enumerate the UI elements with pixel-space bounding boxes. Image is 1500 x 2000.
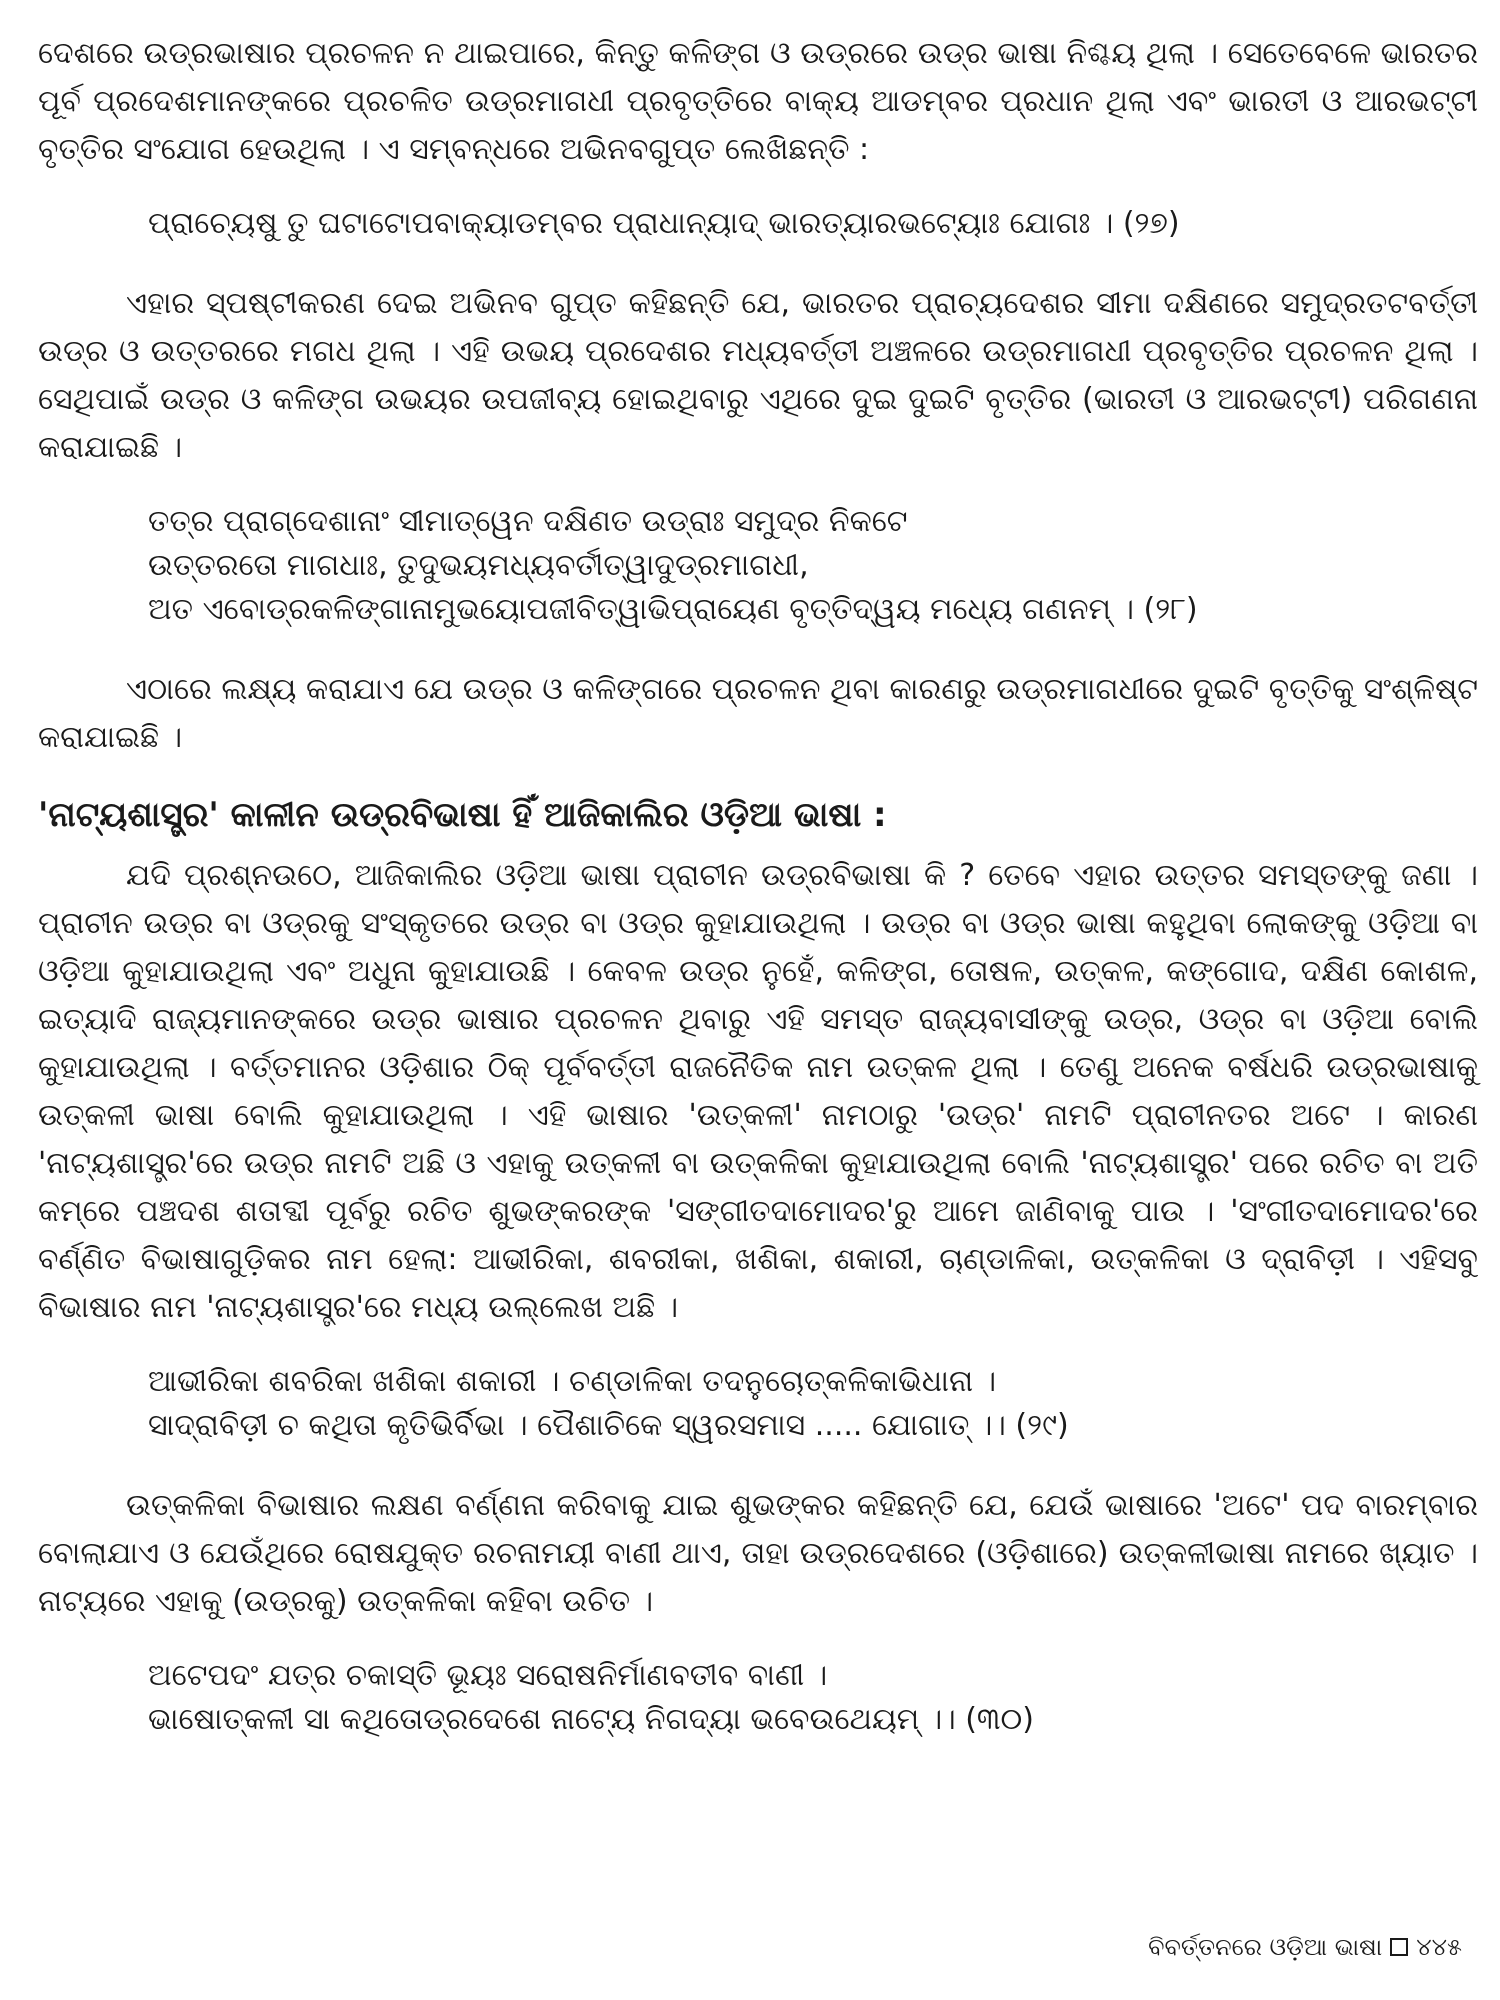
square-box-icon (1390, 1938, 1408, 1956)
quote-27 (38, 202, 1478, 246)
paragraph-1: ଦେଶରେ ଉଡ୍ରଭାଷାର ପ୍ରଚଳନ ନ ଥାଇପାରେ, କିନ୍ତୁ କଳିଙ୍ଗ ଓ ଉଡ୍ରରେ ଉଡ୍ର ଭାଷା ନିଶ୍ଚୟ ଥିଲା । ସେତେବେଳେ ଭାରତର ପୂର୍ବ ପ୍ରଦେଶମାନଙ୍କରେ ପ୍ରଚଳିତ ଉଡ୍ରମାଗଧୀ ପ୍ରବୃତ୍ତିରେ ବାକ୍ୟ ଆଡମ୍ବର ପ୍ରଧାନ ଥିଲା ଏବଂ ଭାରତୀ ଓ ଆରଭଟ୍ଟୀ ବୃତ୍ତିର ସଂଯୋଗ ହେଉଥିଲା । ଏ ସମ୍ବନ୍ଧରେ ଅଭିନବଗୁପ୍ତ ଲେଖିଛନ୍ତି : (38, 36, 1478, 167)
quote-30-line-2: ଭାଷୋତ୍କଳୀ ସା କଥିତୋଡ୍ରଦେଶେ ନାଟ୍ୟେ ନିଗଦ୍ୟା ଭବେଉଥେୟମ୍ ।। (୩୦) (148, 1702, 1034, 1737)
quote-30 (38, 1654, 1478, 1742)
quote-28-line-3: ଅତ ଏବୋଡ୍ରକଳିଙ୍ଗାନାମୁଭୟୋପଜୀବିତ୍ୱାଭିପ୍ରାୟେଣ ବୃତ୍ତିଦ୍ୱୟ ମଧ୍ୟେ ଗଣନମ୍ । (୨୮) (148, 592, 1198, 627)
quote-29-line-2: ସାଦ୍ରାବିଡ଼ୀ ଚ କଥିତା କୃତିଭିର୍ବିଭା । ପୈଶାଚିକେ ସ୍ୱରସମାସ ..... ଯୋଗାତ୍ ।। (୨୯) (148, 1408, 1069, 1443)
quote-28 (38, 500, 1478, 632)
quote-28-line-2: ଉତ୍ତରତୋ ମାଗଧାଃ, ତୁଦୁଭୟମଧ୍ୟବର୍ତୀତ୍ୱାଦୁଡ୍ରମାଗଧୀ, (148, 548, 809, 583)
quote-30-line-1: ଅଟେପଦଂ ଯତ୍ର ଚକାସ୍ତି ଭୂୟଃ ସରୋଷନିର୍ମାଣବତୀବ ବାଣୀ । (148, 1658, 828, 1693)
paragraph-2: ଏହାର ସ୍ପଷ୍ଟୀକରଣ ଦେଇ ଅଭିନବ ଗୁପ୍ତ କହିଛନ୍ତି ଯେ, ଭାରତର ପ୍ରାଚ୍ୟଦେଶର ସୀମା ଦକ୍ଷିଣରେ ସମୁଦ୍ରତଟବର୍ତ୍ତୀ ଉଡ୍ର ଓ ଉତ୍ତରରେ ମଗଧ ଥିଲା । ଏହି ଉଭୟ ପ୍ରଦେଶର ମଧ୍ୟବର୍ତ୍ତୀ ଅଞ୍ଚଳରେ ଉଡ୍ରମାଗଧୀ ପ୍ରବୃତ୍ତିର ପ୍ରଚଳନ ଥିଲା । ସେଥିପାଇଁ ଉଡ୍ର ଓ କଳିଙ୍ଗ ଉଭୟର ଉପଜୀବ୍ୟ ହୋଇଥିବାରୁ ଏଥିରେ ଦୁଇ ଦୁଇଟି ବୃତ୍ତିର (ଭାରତୀ ଓ ଆରଭଟ୍ଟୀ) ପରିଗଣନା କରାଯାଇଛି । (38, 286, 1478, 465)
quote-27-line-1: ପ୍ରାଚ୍ୟେଷୁ ତୁ ଘଟାଟୋପବାକ୍ୟାଡମ୍ବର ପ୍ରାଧାନ୍ୟାଦ୍ ଭାରତ୍ୟାରଭଟ୍ୟୋଃ ଯୋଗଃ । (୨୭) (148, 206, 1180, 241)
quote-28-line-1: ତତ୍ର ପ୍ରାଗ୍‌ଦେଶାନାଂ ସୀମାତ୍ୱେନ ଦକ୍ଷିଣତ ଉଡ୍ରାଃ ସମୁଦ୍ର ନିକଟେ (148, 504, 908, 539)
quote-29 (38, 1360, 1478, 1448)
footer-page-number: ୪୪୫ (1416, 1933, 1462, 1961)
page-footer (1148, 1932, 1462, 1962)
paragraph-3: ଏଠାରେ ଲକ୍ଷ୍ୟ କରାଯାଏ ଯେ ଉଡ୍ର ଓ କଳିଙ୍ଗରେ ପ୍ରଚଳନ ଥିବା କାରଣରୁ ଉଡ୍ରମାଗଧୀରେ ଦୁଇଟି ବୃତ୍ତିକୁ ସଂଶ୍ଳିଷ୍ଟ କରାଯାଇଛି । (38, 672, 1478, 755)
paragraph-4: ଯଦି ପ୍ରଶ୍ନଉଠେ, ଆଜିକାଲିର ଓଡ଼ିଆ ଭାଷା ପ୍ରାଚୀନ ଉଡ୍ରବିଭାଷା କି ? ତେବେ ଏହାର ଉତ୍ତର ସମସ୍ତଙ୍କୁ ଜଣା । ପ୍ରାଚୀନ ଉଡ୍ର ବା ଓଡ୍ରକୁ ସଂସ୍କୃତରେ ଉଡ୍ର ବା ଓଡ୍ର କୁହାଯାଉଥିଲା । ଉଡ୍ର ବା ଓଡ୍ର ଭାଷା କହୁଥିବା ଲୋକଙ୍କୁ ଓଡ଼ିଆ ବା ଓଡ଼ିଆ କୁହାଯାଉଥିଲା ଏବଂ ଅଧୁନା କୁହାଯାଉଛି । କେବଳ ଉଡ୍ର ନୁହେଁ, କଳିଙ୍ଗ, ତୋଷଳ, ଉତ୍କଳ, କଙ୍ଗୋଦ, ଦକ୍ଷିଣ କୋଶଳ, ଇତ୍ୟାଦି ରାଜ୍ୟମାନଙ୍କରେ ଉଡ୍ର ଭାଷାର ପ୍ରଚଳନ ଥିବାରୁ ଏହି ସମସ୍ତ ରାଜ୍ୟବାସୀଙ୍କୁ ଉଡ୍ର, ଓଡ୍ର ବା ଓଡ଼ିଆ ବୋଲି କୁହାଯାଉଥିଲା । ବର୍ତ୍ତମାନର ଓଡ଼ିଶାର ଠିକ୍ ପୂର୍ବବର୍ତ୍ତୀ ରାଜନୈତିକ ନାମ ଉତ୍କଳ ଥିଲା । ତେଣୁ ଅନେକ ବର୍ଷଧରି ଉଡ୍ରଭାଷାକୁ ଉତ୍କଳୀ ଭାଷା ବୋଲି କୁହାଯାଉଥିଲା । ଏହି ଭାଷାର 'ଉତ୍କଳୀ' ନାମଠାରୁ 'ଉଡ୍ର' ନାମଟି ପ୍ରାଚୀନତର ଅଟେ । କାରଣ 'ନାଟ୍ୟଶାସ୍ତ୍ର'ରେ ଉଡ୍ର ନାମଟି ଅଛି ଓ ଏହାକୁ ଉତ୍କଳୀ ବା ଉତ୍କଳିକା କୁହାଯାଉଥିଲା ବୋଲି 'ନାଟ୍ୟଶାସ୍ତ୍ର' ପରେ ରଚିତ ବା ଅତି କମ୍‌ରେ ପଞ୍ଚଦଶ ଶତାବ୍ଦୀ ପୂର୍ବରୁ ରଚିତ ଶୁଭଙ୍କରଙ୍କ 'ସଙ୍ଗୀତଦାମୋଦର'ରୁ ଆମେ ଜାଣିବାକୁ ପାଉ । 'ସଂଗୀତଦାମୋଦର'ରେ ବର୍ଣ୍ଣିତ ବିଭାଷାଗୁଡ଼ିକର ନାମ ହେଲା: ଆଭୀରିକା, ଶବରୀକା, ଖଶିକା, ଶକାରୀ, ଚାଣ୍ଡାଳିକା, ଉତ୍କଳିକା ଓ ଦ୍ରାବିଡ଼ୀ । ଏହିସବୁ ବିଭାଷାର ନାମ 'ନାଟ୍ୟଶାସ୍ତ୍ର'ରେ ମଧ୍ୟ ଉଲ୍ଲେଖ ଅଛି । (38, 858, 1478, 1325)
paragraph-5: ଉତ୍କଳିକା ବିଭାଷାର ଲକ୍ଷଣ ବର୍ଣ୍ଣନା କରିବାକୁ ଯାଇ ଶୁଭଙ୍କର କହିଛନ୍ତି ଯେ, ଯେଉଁ ଭାଷାରେ 'ଅଟେ' ପଦ ବାରମ୍ବାର ବୋଲାଯାଏ ଓ ଯେଉଁଥିରେ ରୋଷଯୁକ୍ତ ରଚନାମୟୀ ବାଣୀ ଥାଏ, ତାହା ଉଡ୍ରଦେଶରେ (ଓଡ଼ିଶାରେ) ଉତ୍କଳୀଭାଷା ନାମରେ ଖ୍ୟାତ । ନାଟ୍ୟରେ ଏହାକୁ (ଉଡ୍ରକୁ) ଉତ୍କଳିକା କହିବା ଉଚିତ । (38, 1488, 1478, 1619)
quote-29-line-1: ଆଭୀରିକା ଶବରିକା ଖଶିକା ଶକାରୀ । ଚଣ୍ଡାଳିକା ତଦନୁଚୋତ୍କଳିକାଭିଧାନା । (148, 1364, 997, 1399)
page-body (38, 30, 1478, 1776)
footer-book-title: ବିବର୍ତ୍ତନରେ ଓଡ଼ିଆ ଭାଷା (1148, 1933, 1383, 1961)
section-heading: 'ନାଟ୍ୟଶାସ୍ତ୍ର' କାଳୀନ ଉଡ୍ରବିଭାଷା ହିଁ ଆଜିକାଲିର ଓଡ଼ିଆ ଭାଷା : (38, 795, 887, 835)
